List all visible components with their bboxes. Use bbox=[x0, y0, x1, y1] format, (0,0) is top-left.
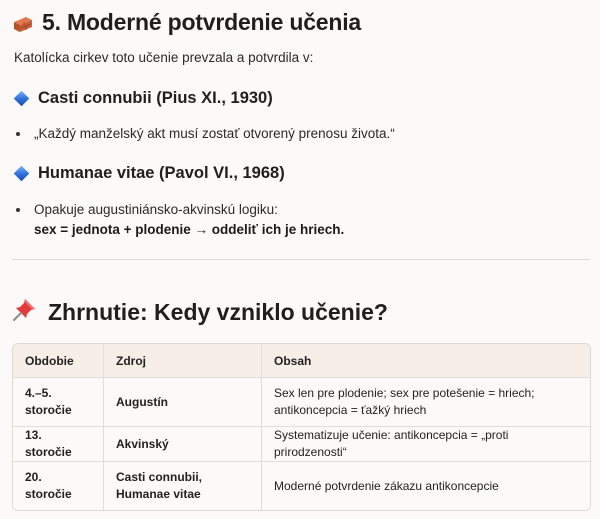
divider bbox=[12, 259, 590, 260]
section-title bbox=[12, 9, 361, 36]
source-cell: Augustín bbox=[104, 378, 262, 427]
heading-text: Casti connubii (Pius XI., 1930) bbox=[38, 89, 273, 107]
intro-text: Katolícka cirkev toto učenie prevzala a potvrdila v: bbox=[14, 50, 314, 65]
summary-title bbox=[12, 296, 388, 328]
column-header: Zdroj bbox=[104, 344, 262, 378]
table-row bbox=[13, 427, 590, 462]
list-item-bold-text: sex = jednota + plodenie → oddeliť ich je hriech. bbox=[34, 222, 345, 237]
period-cell: 20. storočie bbox=[13, 462, 104, 510]
blue-diamond-icon bbox=[14, 166, 30, 182]
heading-casti-connubii bbox=[14, 89, 273, 108]
brick-icon bbox=[12, 13, 34, 33]
heading-text: Humanae vitae (Pavol VI., 1968) bbox=[38, 164, 285, 182]
column-header: Obsah bbox=[262, 344, 590, 378]
source-cell: Casti connubii, Humanae vitae bbox=[104, 462, 262, 510]
column-header: Obdobie bbox=[13, 344, 104, 378]
heading-humanae-vitae bbox=[14, 164, 285, 183]
source-cell: Akvinský bbox=[104, 427, 262, 462]
period-cell: 13. storočie bbox=[13, 427, 104, 462]
pushpin-icon bbox=[12, 296, 38, 328]
list-item bbox=[16, 200, 344, 240]
blue-diamond-icon bbox=[14, 91, 30, 107]
content-cell: Sex len pre plodenie; sex pre potešenie = hriech; antikoncepcia = ťažký hriech bbox=[262, 378, 590, 427]
bullet-dot bbox=[16, 132, 20, 136]
bullet-dot bbox=[16, 208, 20, 212]
list-item-text: Opakuje augustiniánsko-akvinskú logiku: bbox=[34, 202, 278, 217]
list-item bbox=[16, 124, 395, 144]
section-title-text: 5. Moderné potvrdenie učenia bbox=[42, 9, 362, 35]
summary-table bbox=[12, 343, 591, 511]
content-cell: Moderné potvrdenie zákazu antikoncepcie bbox=[262, 462, 590, 510]
period-cell: 4.–5. storočie bbox=[13, 378, 104, 427]
table-header-row bbox=[13, 344, 590, 378]
table-row bbox=[13, 462, 590, 510]
table-row bbox=[13, 378, 590, 427]
content-cell: Systematizuje učenie: antikoncepcia = „proti prirodzenosti“ bbox=[262, 427, 590, 462]
list-item-text: „Každý manželský akt musí zostať otvorený prenosu života.“ bbox=[34, 126, 395, 141]
summary-title-text: Zhrnutie: Kedy vzniklo učenie? bbox=[48, 298, 388, 325]
